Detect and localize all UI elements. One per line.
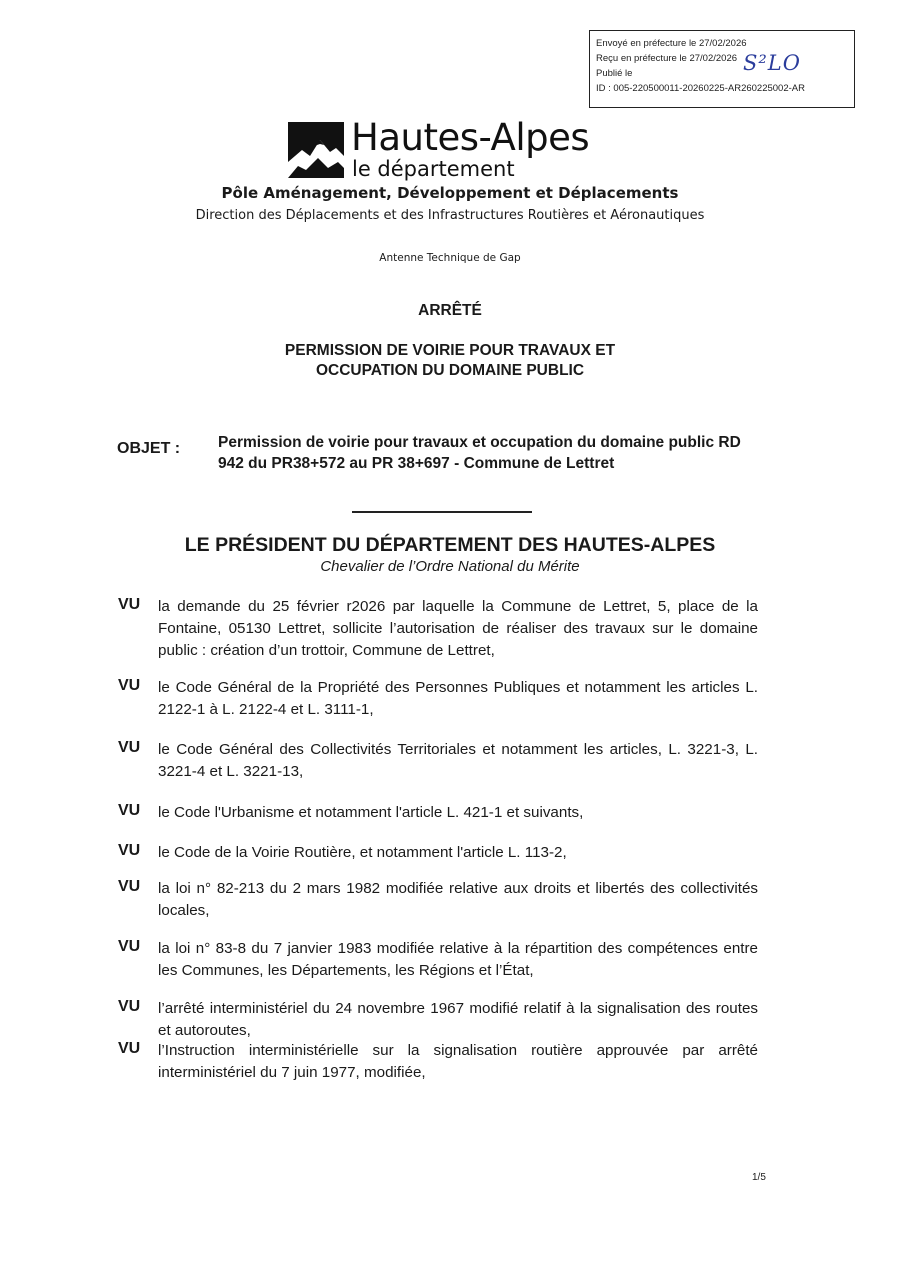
objet-label: OBJET : xyxy=(117,440,181,457)
stamp-envoye: Envoyé en préfecture le 27/02/2026 xyxy=(596,38,747,49)
president-subtitle: Chevalier de l’Ordre National du Mérite xyxy=(320,558,580,575)
vu-text: la loi n° 83-8 du 7 janvier 1983 modifiée relative à la répartition des compétences entre les Communes, les Départements, les Régions et l’État, xyxy=(158,940,758,979)
vu-text: le Code l'Urbanisme et notamment l'article L. 421-1 et suivants, xyxy=(158,804,584,821)
direction-heading: Direction des Déplacements et des Infrastructures Routières et Aéronautiques xyxy=(195,208,705,223)
arrete-title: ARRÊTÉ xyxy=(418,302,482,319)
vu-label: VU xyxy=(118,677,141,694)
permission-title-line1: PERMISSION DE VOIRIE POUR TRAVAUX ET xyxy=(284,342,616,359)
page-number: 1/5 xyxy=(752,1172,766,1183)
vu-text: la loi n° 82-213 du 2 mars 1982 modifiée relative aux droits et libertés des collectivités locales, xyxy=(158,880,758,919)
vu-text: la demande du 25 février r2026 par laquelle la Commune de Lettret, 5, place de la Fontaine, 05130 Lettret, sollicite l’autorisation de réaliser des travaux sur le domaine public : création d’un trottoir, Commune de Lettret, xyxy=(158,598,758,659)
vu-label: VU xyxy=(118,596,141,613)
antenne-heading: Antenne Technique de Gap xyxy=(379,252,521,264)
logo-title: Hautes-Alpes xyxy=(351,116,590,159)
stamp-id: ID : 005-220500011-20260225-AR260225002-AR xyxy=(596,83,805,94)
logo-subtitle: le département xyxy=(352,157,515,181)
vu-label: VU xyxy=(118,739,141,756)
vu-text: l’arrêté interministériel du 24 novembre 1967 modifié relatif à la signalisation des routes et autoroutes, xyxy=(158,1000,758,1039)
mountain-logo-icon xyxy=(288,122,344,178)
prefecture-stamp xyxy=(589,30,855,108)
objet-text: Permission de voirie pour travaux et occupation du domaine public RD 942 du PR38+572 au PR 38+697 - Commune de Lettret xyxy=(218,434,741,472)
vu-label: VU xyxy=(118,878,141,895)
vu-label: VU xyxy=(118,802,141,819)
permission-title-line2: OCCUPATION DU DOMAINE PUBLIC xyxy=(315,362,585,379)
vu-text: le Code Général des Collectivités Territoriales et notamment les articles, L. 3221-3, L. 3221-4 et L. 3221-13, xyxy=(158,741,758,780)
vu-label: VU xyxy=(118,1040,141,1057)
divider xyxy=(352,511,532,513)
vu-text: le Code de la Voirie Routière, et notamment l'article L. 113-2, xyxy=(158,844,567,861)
vu-text: le Code Général de la Propriété des Personnes Publiques et notamment les articles L. 2122-1 à L. 2122-4 et L. 3111-1, xyxy=(158,679,758,718)
stamp-recu: Reçu en préfecture le 27/02/2026 xyxy=(596,53,738,64)
president-heading: LE PRÉSIDENT DU DÉPARTEMENT DES HAUTES-ALPES xyxy=(184,534,716,556)
vu-label: VU xyxy=(118,998,141,1015)
vu-label: VU xyxy=(118,938,141,955)
pole-heading: Pôle Aménagement, Développement et Déplacements xyxy=(221,184,679,202)
vu-label: VU xyxy=(118,842,141,859)
stamp-signature: S²LO xyxy=(743,51,801,75)
stamp-publie: Publié le xyxy=(596,68,633,79)
vu-text: l’Instruction interministérielle sur la signalisation routière approuvée par arrêté interministériel du 7 juin 1977, modifiée, xyxy=(158,1042,758,1081)
